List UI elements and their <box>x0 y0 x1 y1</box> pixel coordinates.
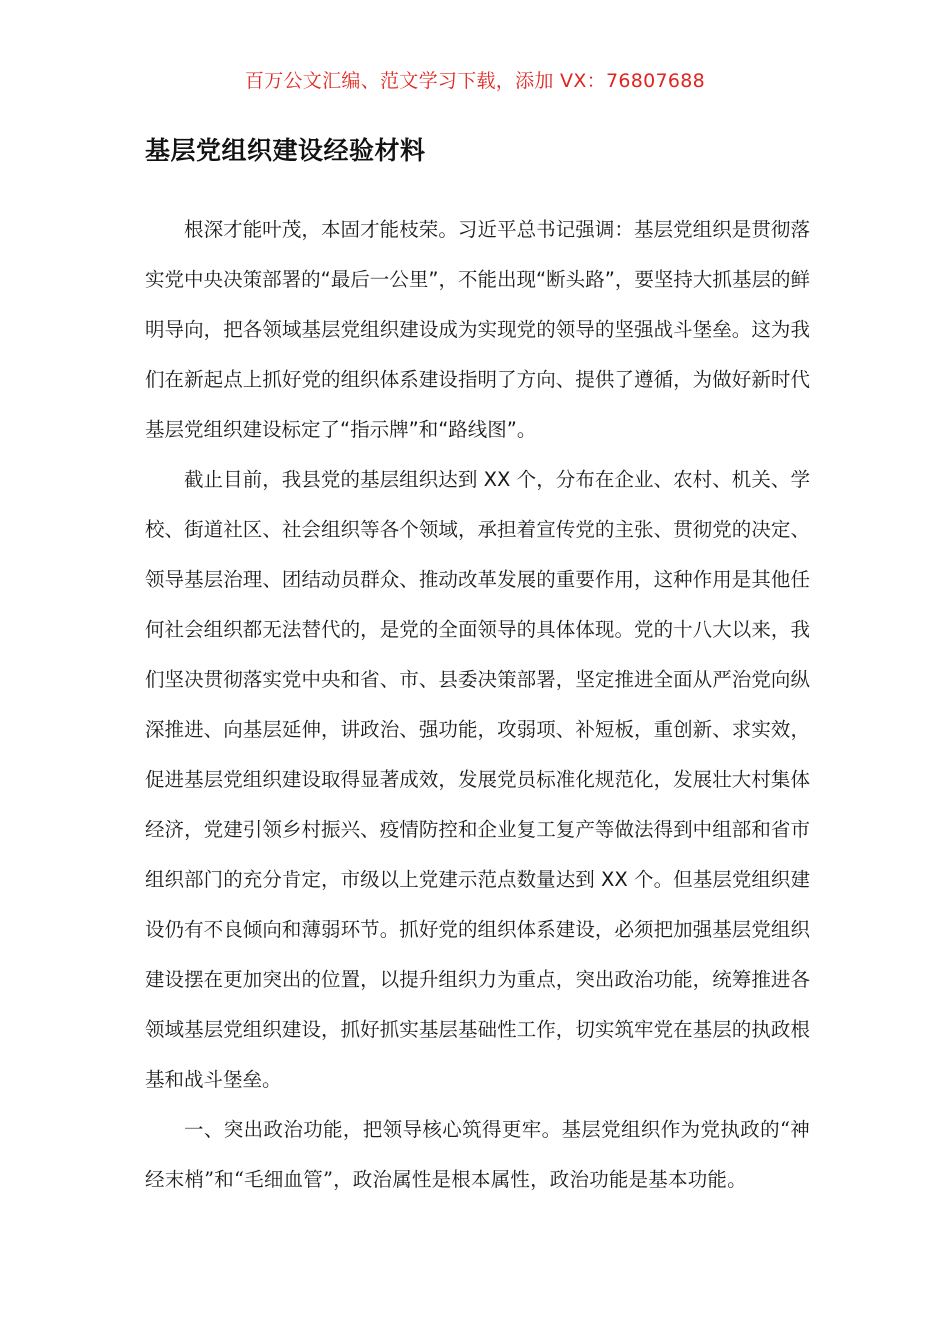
document-body <box>145 205 810 1205</box>
paragraph-1: 根深才能叶茂，本固才能枝荣。习近平总书记强调：基层党组织是贯彻落实党中央决策部署的“最后一公里”，不能出现“断头路”，要坚持大抓基层的鲜明导向，把各领域基层党组织建设成为实现党的领导的坚强战斗堡垒。这为我们在新起点上抓好党的组织体系建设指明了方向、提供了遵循，为做好新时代基层党组织建设标定了“指示牌”和“路线图”。 <box>145 218 810 441</box>
paragraph-2: 截止目前，我县党的基层组织达到 XX 个，分布在企业、农村、机关、学校、街道社区、社会组织等各个领域，承担着宣传党的主张、贯彻党的决定、领导基层治理、团结动员群众、推动改革发展的重要作用，这种作用是其他任何社会组织都无法替代的，是党的全面领导的具体体现。党的十八大以来，我们坚决贯彻落实党中央和省、市、县委决策部署，坚定推进全面从严治党向纵深推进、向基层延伸，讲政治、强功能，攻弱项、补短板，重创新、求实效，促进基层党组织建设取得显著成效，发展党员标准化规范化，发展壮大村集体经济，党建引领乡村振兴、疫情防控和企业复工复产等做法得到中组部和省市组织部门的充分肯定，市级以上党建示范点数量达到 XX 个。但基层党组织建设仍有不良倾向和薄弱环节。抓好党的组织体系建设，必须把加强基层党组织建设摆在更加突出的位置，以提升组织力为重点，突出政治功能，统筹推进各领域基层党组织建设，抓好抓实基层基础性工作，切实筑牢党在基层的执政根基和战斗堡垒。 <box>145 468 810 1091</box>
paragraph-3: 一、突出政治功能，把领导核心筑得更牢。基层党组织作为党执政的“神经末梢”和“毛细血管”，政治属性是根本属性，政治功能是基本功能。 <box>145 1118 810 1191</box>
header-banner: 百万公文汇编、范文学习下载，添加 VX：76807688 <box>244 70 706 92</box>
document-title: 基层党组织建设经验材料 <box>145 136 426 165</box>
